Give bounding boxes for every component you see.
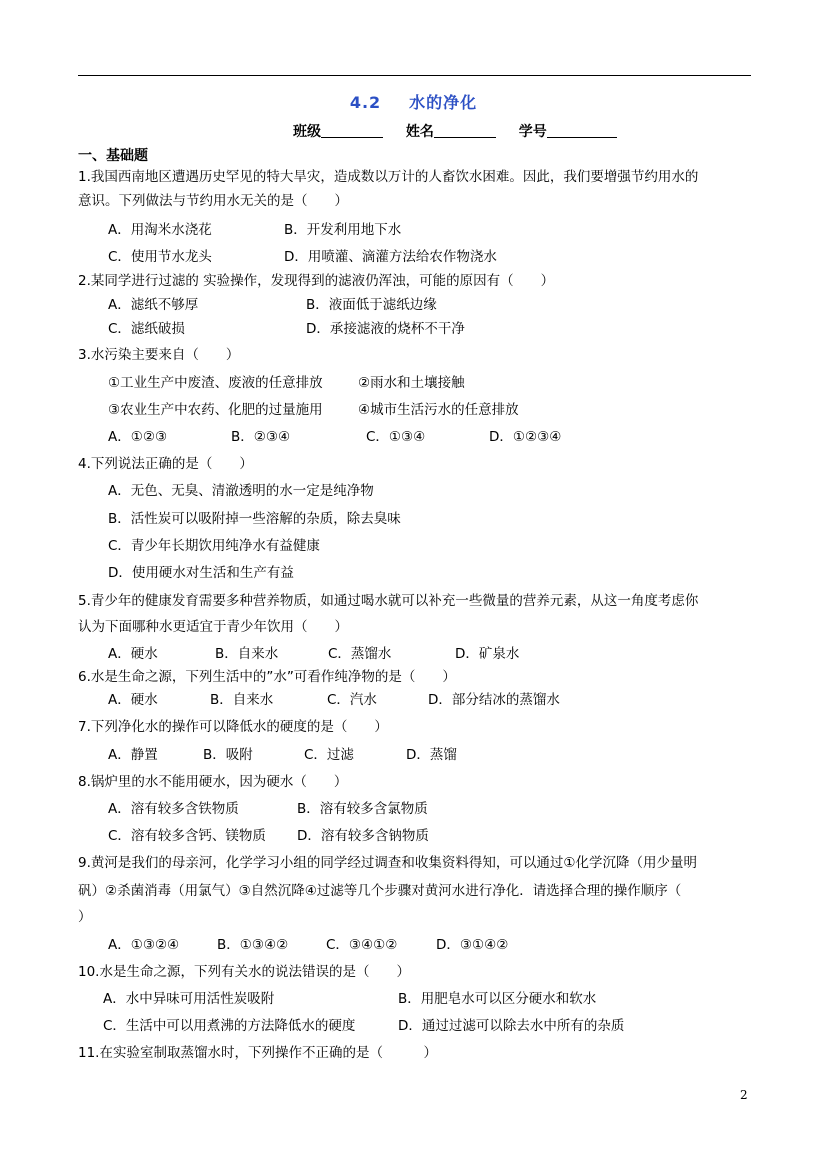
q5-option-d: D．矿泉水 <box>455 646 520 662</box>
question-6: 6.水是生命之源，下列生活中的”水”可看作纯净物的是（ ） <box>78 669 456 685</box>
question-7: 7.下列净化水的操作可以降低水的硬度的是（ ） <box>78 719 388 735</box>
q4-option-a: A．无色、无臭、清澈透明的水一定是纯净物 <box>108 483 374 499</box>
q3-option-b: B．②③④ <box>231 429 291 445</box>
q3-statement-1: ①工业生产中废渣、废液的任意排放 <box>108 375 323 391</box>
q4-option-b: B．活性炭可以吸附掉一些溶解的杂质，除去臭味 <box>108 511 401 527</box>
q1-option-d: D．用喷灌、滴灌方法给农作物浇水 <box>284 249 497 265</box>
question-5-line1: 5.青少年的健康发育需要多种营养物质，如通过喝水就可以补充一些微量的营养元素，从这一角度考虑你 <box>78 593 699 609</box>
q9-option-c: C．③④①② <box>326 937 398 953</box>
q2-option-c: C．滤纸破损 <box>108 321 185 337</box>
q3-statement-3: ③农业生产中农药、化肥的过量施用 <box>108 402 323 418</box>
title-text: 水的净化 <box>409 93 478 112</box>
q10-option-c: C．生活中可以用煮沸的方法降低水的硬度 <box>103 1018 356 1034</box>
q8-option-c: C．溶有较多含钙、镁物质 <box>108 828 266 844</box>
question-9-line3: ） <box>78 909 92 925</box>
question-4: 4.下列说法正确的是（ ） <box>78 456 253 472</box>
q6-option-c: C．汽水 <box>327 692 377 708</box>
q5-option-b: B．自来水 <box>215 646 279 662</box>
q8-option-a: A．溶有较多含铁物质 <box>108 801 239 817</box>
question-8: 8.锅炉里的水不能用硬水，因为硬水（ ） <box>78 774 348 790</box>
q3-statement-4: ④城市生活污水的任意排放 <box>358 402 519 418</box>
q1-option-b: B．开发利用地下水 <box>284 222 402 238</box>
class-blank[interactable] <box>321 123 383 138</box>
q1-option-c: C．使用节水龙头 <box>108 249 212 265</box>
q10-option-a: A．水中异味可用活性炭吸附 <box>103 991 275 1007</box>
question-1-line2: 意识。下列做法与节约用水无关的是（ ） <box>78 193 348 209</box>
q6-option-d: D．部分结冰的蒸馏水 <box>428 692 560 708</box>
q4-option-c: C．青少年长期饮用纯净水有益健康 <box>108 538 320 554</box>
page-title <box>0 90 827 113</box>
question-1-line1: 1.我国西南地区遭遇历史罕见的特大旱灾，造成数以万计的人畜饮水困难。因此，我们要增强节约用水的 <box>78 169 699 185</box>
q4-option-d: D．使用硬水对生活和生产有益 <box>108 565 294 581</box>
q8-option-b: B．溶有较多含氯物质 <box>297 801 428 817</box>
id-blank[interactable] <box>547 123 617 138</box>
q3-option-c: C．①③④ <box>366 429 426 445</box>
q10-option-b: B．用肥皂水可以区分硬水和软水 <box>398 991 597 1007</box>
title-number: 4.2 <box>349 93 382 112</box>
question-9-line1: 9.黄河是我们的母亲河，化学学习小组的同学经过调查和收集资料得知，可以通过①化学沉降（用少量明 <box>78 855 697 871</box>
q9-option-a: A．①③②④ <box>108 937 180 953</box>
q3-option-d: D．①②③④ <box>489 429 562 445</box>
q2-option-d: D．承接滤液的烧杯不干净 <box>306 321 465 337</box>
page-number: 2 <box>740 1088 748 1102</box>
name-blank[interactable] <box>434 123 496 138</box>
name-label: 姓名 <box>405 124 434 140</box>
q7-option-d: D．蒸馏 <box>406 747 457 763</box>
id-label: 学号 <box>518 124 547 140</box>
q5-option-a: A．硬水 <box>108 646 158 662</box>
q2-option-b: B．液面低于滤纸边缘 <box>306 297 437 313</box>
q9-option-d: D．③①④② <box>436 937 509 953</box>
q6-option-b: B．自来水 <box>210 692 274 708</box>
q6-option-a: A．硬水 <box>108 692 158 708</box>
question-11: 11.在实验室制取蒸馏水时，下列操作不正确的是（ ） <box>78 1045 437 1061</box>
q3-statement-2: ②雨水和土壤接触 <box>358 375 465 391</box>
q7-option-b: B．吸附 <box>203 747 253 763</box>
question-9-line2: 矾）②杀菌消毒（用氯气）③自然沉降④过滤等几个步骤对黄河水进行净化．请选择合理的操作顺序（ <box>78 883 682 899</box>
question-5-line2: 认为下面哪种水更适宜于青少年饮用（ ） <box>78 619 348 635</box>
question-3: 3.水污染主要来自（ ） <box>78 347 240 363</box>
q8-option-d: D．溶有较多含钠物质 <box>297 828 429 844</box>
q10-option-d: D．通过过滤可以除去水中所有的杂质 <box>398 1018 625 1034</box>
student-info <box>293 121 635 141</box>
q9-option-b: B．①③④② <box>217 937 289 953</box>
q1-option-a: A．用淘米水浇花 <box>108 222 212 238</box>
header-rule <box>78 75 751 76</box>
class-label: 班级 <box>293 124 321 140</box>
question-10: 10.水是生命之源，下列有关水的说法错误的是（ ） <box>78 964 410 980</box>
question-2: 2.某同学进行过滤的 实验操作，发现得到的滤液仍浑浊，可能的原因有（ ） <box>78 273 555 289</box>
q2-option-a: A．滤纸不够厚 <box>108 297 199 313</box>
q7-option-c: C．过滤 <box>304 747 354 763</box>
q3-option-a: A．①②③ <box>108 429 168 445</box>
q7-option-a: A．静置 <box>108 747 158 763</box>
section-heading: 一、基础题 <box>78 148 148 164</box>
q5-option-c: C．蒸馏水 <box>328 646 392 662</box>
